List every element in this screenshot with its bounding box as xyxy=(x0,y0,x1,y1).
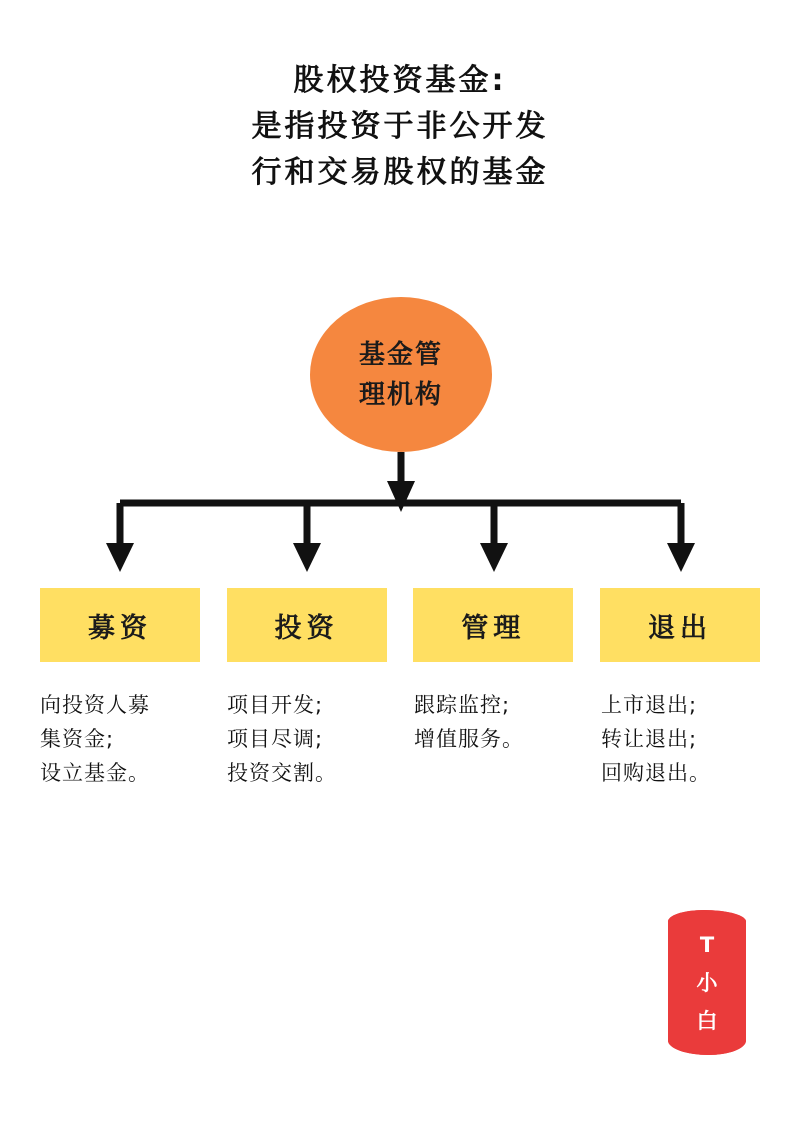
detail-column-fundraising xyxy=(40,688,200,790)
title-line-1: 股权投资基金: xyxy=(293,63,507,98)
detail-line: 项目开发; xyxy=(227,693,324,717)
detail-line: 设立基金。 xyxy=(40,761,150,785)
title-line-3: 行和交易股权的基金 xyxy=(251,155,549,190)
stamp-char: 小 xyxy=(696,970,718,995)
detail-column-exit xyxy=(601,688,761,790)
branch-box-label: 退出 xyxy=(647,612,712,644)
root-node-label-line-1: 基金管 xyxy=(358,339,443,370)
detail-column-investment xyxy=(227,688,387,790)
detail-line: 项目尽调; xyxy=(227,727,324,751)
detail-column-management xyxy=(414,688,574,790)
branch-box-exit xyxy=(600,588,760,662)
branch-box-fundraising xyxy=(40,588,200,662)
stamp-char: T xyxy=(699,932,715,957)
page-title xyxy=(0,58,800,196)
stamp-char: 白 xyxy=(696,1008,718,1033)
branch-box-label: 管理 xyxy=(461,612,526,644)
detail-line: 增值服务。 xyxy=(414,727,524,751)
detail-line: 回购退出。 xyxy=(601,761,711,785)
branch-boxes-row xyxy=(40,588,760,662)
title-line-2: 是指投资于非公开发 xyxy=(251,109,549,144)
detail-line: 跟踪监控; xyxy=(414,693,511,717)
branch-box-investment xyxy=(227,588,387,662)
root-node-fund-management xyxy=(310,297,492,452)
stamp-text xyxy=(677,920,737,1045)
branch-box-label: 募资 xyxy=(88,612,152,644)
detail-line: 投资交割。 xyxy=(227,761,337,785)
signature-stamp xyxy=(668,910,746,1055)
branch-details-row xyxy=(40,688,780,790)
detail-line: 向投资人募 xyxy=(40,693,150,717)
detail-line: 集资金; xyxy=(40,727,115,751)
detail-line: 转让退出; xyxy=(601,727,698,751)
root-node-label-line-2: 理机构 xyxy=(358,379,443,410)
branch-box-label: 投资 xyxy=(274,612,339,644)
branch-box-management xyxy=(413,588,573,662)
detail-line: 上市退出; xyxy=(601,693,698,717)
